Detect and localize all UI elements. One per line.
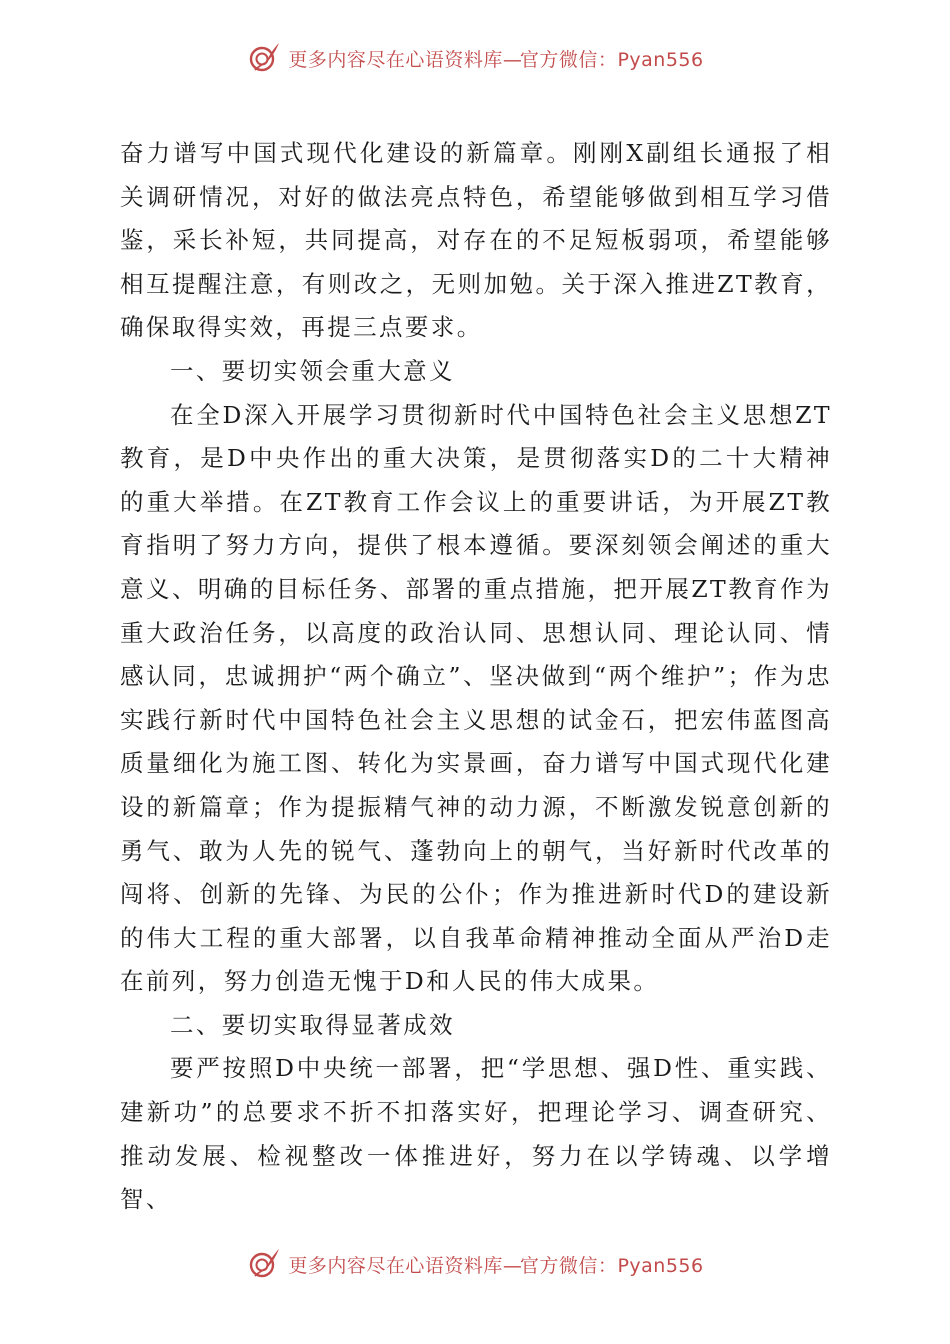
watermark-text (288, 1251, 703, 1278)
quill-swirl-icon (246, 1246, 282, 1282)
paragraph-3: 要严按照D中央统一部署，把“学思想、强D性、重实践、建新功”的总要求不折不扣落实好，把理论学习、调查研究、推动发展、检视整改一体推进好，努力在以学铸魂、以学增智、 (120, 1054, 832, 1214)
watermark-main: 更多内容尽在心语资料库 (288, 48, 503, 71)
section-heading-1: 一、要切实领会重大意义 (170, 356, 455, 385)
watermark-banner-bottom (0, 1244, 950, 1284)
document-body (120, 132, 832, 1222)
paragraph-1: 奋力谱写中国式现代化建设的新篇章。刚刚X副组长通报了相关调研情况，对好的做法亮点特色，希望能够做到相互学习借鉴，采长补短，共同提高，对存在的不足短板弱项，希望能够相互提醒注意，有则改之，无则加勉。关于深入推进ZT教育，确保取得实效，再提三点要求。 (120, 139, 832, 342)
watermark-id: Pyan556 (617, 48, 704, 71)
paragraph-2: 在全D深入开展学习贯彻新时代中国特色社会主义思想ZT教育，是D中央作出的重大决策，是贯彻落实D的二十大精神的重大举措。在ZT教育工作会议上的重要讲话，为开展ZT教育指明了努力方向，提供了根本遵循。要深刻领会阐述的重大意义、明确的目标任务、部署的重点措施，把开展ZT教育作为重大政治任务，以高度的政治认同、思想认同、理论认同、情感认同，忠诚拥护“两个确立”、坚决做到“两个维护”；作为忠实践行新时代中国特色社会主义思想的试金石，把宏伟蓝图高质量细化为施工图、转化为实景画，奋力谱写中国式现代化建设的新篇章；作为提振精气神的动力源，不断激发锐意创新的勇气、敢为人先的锐气、蓬勃向上的朝气，当好新时代改革的闯将、创新的先锋、为民的公仆；作为推进新时代D的建设新的伟大工程的重大部署，以自我革命精神推动全面从严治D走在前列，努力创造无愧于D和人民的伟大成果。 (120, 400, 832, 996)
watermark-banner-top (0, 38, 950, 78)
section-heading-2: 二、要切实取得显著成效 (170, 1010, 455, 1039)
watermark-wechat: 官方微信： (519, 48, 618, 71)
watermark-main: 更多内容尽在心语资料库 (288, 1254, 503, 1277)
watermark-wechat: 官方微信： (519, 1254, 618, 1277)
watermark-dash: — (502, 48, 520, 71)
watermark-text (288, 45, 703, 72)
watermark-dash: — (502, 1254, 520, 1277)
watermark-id: Pyan556 (617, 1254, 704, 1277)
quill-swirl-icon (246, 40, 282, 76)
